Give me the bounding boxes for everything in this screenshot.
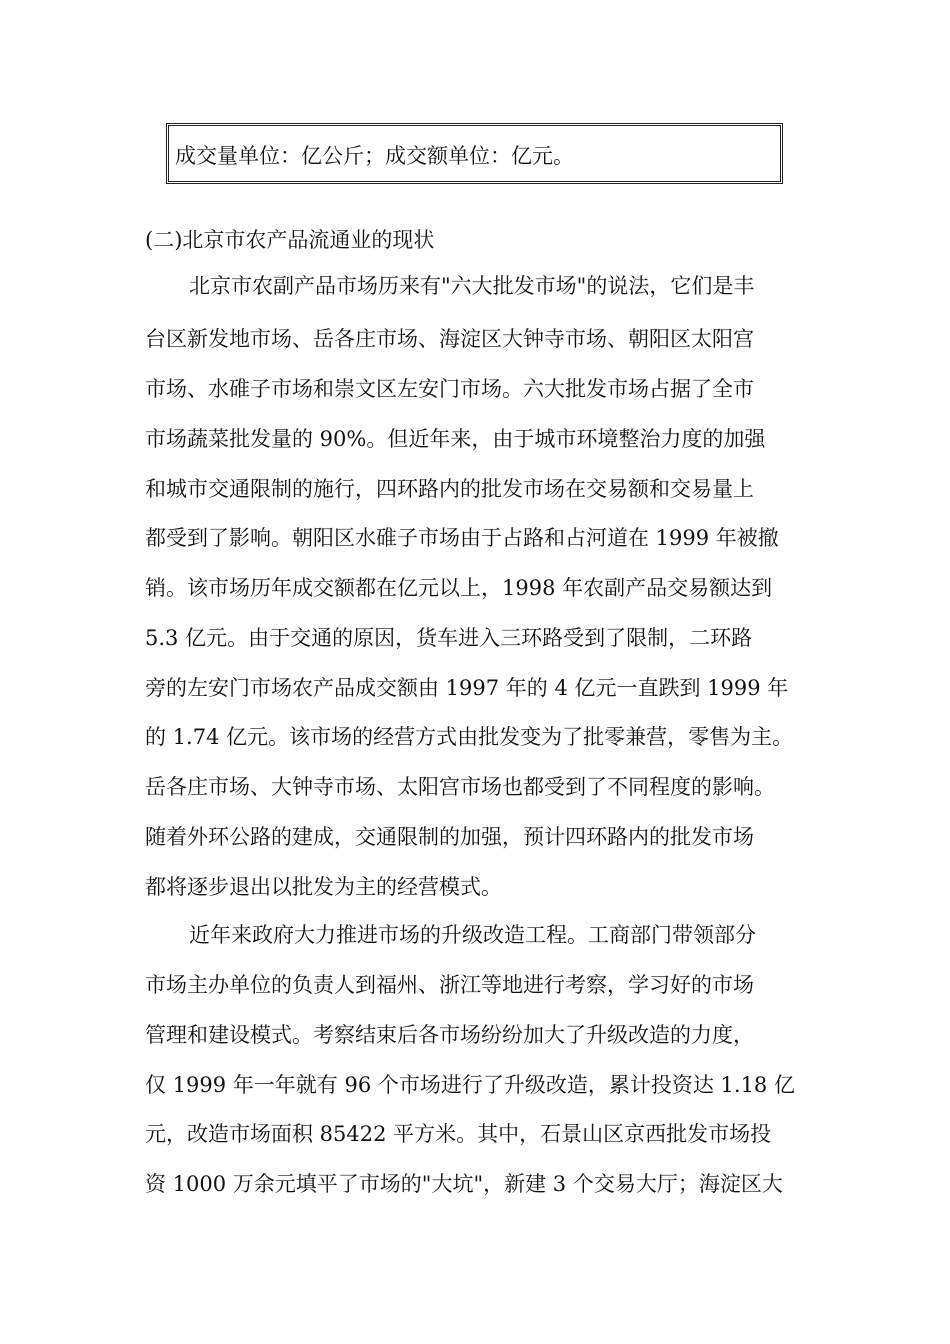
paragraph-2-line-5: 元，改造市场面积 85422 平方米。其中，石景山区京西批发市场投	[145, 1122, 772, 1146]
paragraph-2-line-4: 仅 1999 年一年就有 96 个市场进行了升级改造，累计投资达 1.18 亿	[145, 1073, 795, 1097]
paragraph-2-line-3: 管理和建设模式。考察结束后各市场纷纷加大了升级改造的力度，	[145, 1023, 754, 1047]
paragraph-2-line-2: 市场主办单位的负责人到福州、浙江等地进行考察，学习好的市场	[145, 973, 754, 997]
paragraph-1-line-3: 市场、水碓子市场和崇文区左安门市场。六大批发市场占据了全市	[145, 377, 754, 401]
paragraph-1-line-12: 随着外环公路的建成，交通限制的加强，预计四环路内的批发市场	[145, 825, 754, 849]
paragraph-1-line-11: 岳各庄市场、大钟寺市场、太阳宫市场也都受到了不同程度的影响。	[145, 775, 775, 799]
paragraph-1-line-6: 都受到了影响。朝阳区水碓子市场由于占路和占河道在 1999 年被撤	[145, 526, 779, 550]
paragraph-1-line-2: 台区新发地市场、岳各庄市场、海淀区大钟寺市场、朝阳区太阳宫	[145, 327, 754, 351]
paragraph-1-line-1: 北京市农副产品市场历来有"六大批发市场"的说法，它们是丰	[189, 274, 755, 298]
paragraph-1-line-13: 都将逐步退出以批发为主的经营模式。	[145, 875, 502, 899]
unit-note-box	[166, 123, 783, 184]
paragraph-1-line-8: 5.3 亿元。由于交通的原因，货车进入三环路受到了限制，二环路	[145, 626, 753, 650]
paragraph-1-line-5: 和城市交通限制的施行，四环路内的批发市场在交易额和交易量上	[145, 477, 754, 501]
paragraph-1-line-9: 旁的左安门市场农产品成交额由 1997 年的 4 亿元一直跌到 1999 年	[145, 676, 789, 700]
unit-note-text: 成交量单位：亿公斤；成交额单位：亿元。	[175, 144, 574, 168]
paragraph-1-line-7: 销。该市场历年成交额都在亿元以上，1998 年农副产品交易额达到	[145, 576, 773, 600]
paragraph-2-line-6: 资 1000 万余元填平了市场的"大坑"，新建 3 个交易大厅；海淀区大	[145, 1172, 783, 1196]
section-heading: (二)北京市农产品流通业的现状	[145, 228, 435, 252]
paragraph-1-line-4: 市场蔬菜批发量的 90%。但近年来，由于城市环境整治力度的加强	[145, 427, 766, 451]
paragraph-1-line-10: 的 1.74 亿元。该市场的经营方式由批发变为了批零兼营，零售为主。	[145, 725, 794, 749]
paragraph-2-line-1: 近年来政府大力推进市场的升级改造工程。工商部门带领部分	[189, 923, 756, 947]
